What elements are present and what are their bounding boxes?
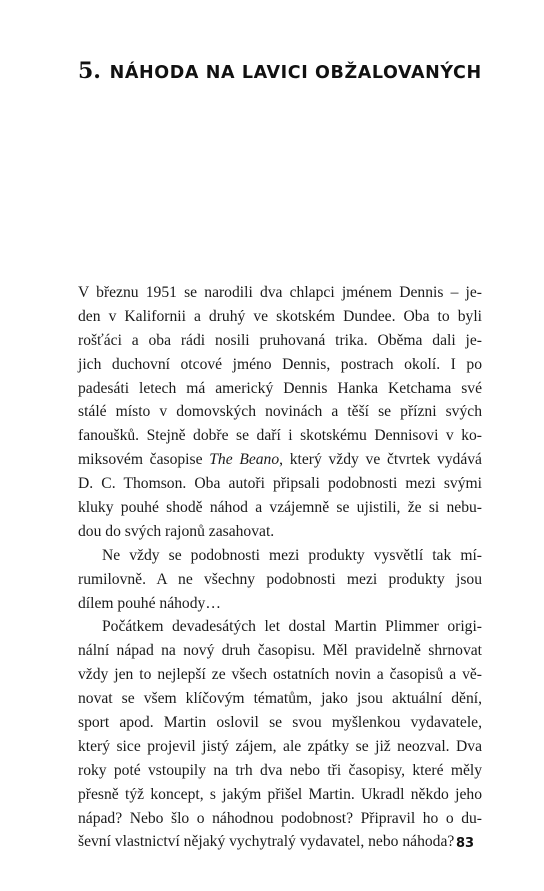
text-line: rošťáci a oba rádi nosili pruhovaná trika. Oběma dali je- bbox=[78, 331, 482, 349]
chapter-title bbox=[78, 58, 498, 84]
text-line: ševní vlastnictví nějaký vychytralý vydavatel, nebo náhoda? bbox=[78, 833, 455, 851]
text-line: den v Kalifornii a druhý ve skotském Dundee. Oba to byli bbox=[78, 307, 482, 325]
paragraph-1 bbox=[78, 281, 482, 544]
text-line: přesně týž koncept, s jakým přišel Martin. Ukradl někdo jeho bbox=[78, 785, 482, 803]
text-run: , který vždy ve čtvrtek vydává bbox=[279, 451, 482, 469]
chapter-number: 5. bbox=[78, 58, 101, 84]
text-line: kluky pouhé shodě náhod a vzájemně se ujistili, že si nebu- bbox=[78, 499, 482, 517]
text-line: V březnu 1951 se narodili dva chlapci jménem Dennis – je- bbox=[78, 284, 482, 301]
text-line-with-italic-title bbox=[78, 448, 482, 472]
text-line: fanoušků. Stejně dobře se daří i skotskému Dennisovi v ko- bbox=[78, 427, 482, 445]
text-line: který sice projevil jistý zájem, ale zpátky se již neozval. Dva bbox=[78, 737, 482, 755]
text-line: sport apod. Martin oslovil se svou myšlenkou vydavatele, bbox=[78, 714, 482, 732]
text-line: novat se všem klíčovým tématům, jako jsou aktuální dění, bbox=[78, 690, 482, 708]
text-line: vždy jen to nejlepší ze všech ostatních novin a časopisů a vě- bbox=[78, 666, 482, 684]
page-number: 83 bbox=[456, 836, 475, 851]
text-line: Ne vždy se podobnosti mezi produkty vysvětlí tak mí- bbox=[102, 546, 482, 564]
text-line: rumilovně. A ne všechny podobnosti mezi produkty jsou bbox=[78, 570, 482, 588]
text-line: dou do svých rajonů zasahovat. bbox=[78, 522, 275, 540]
magazine-title: The Beano bbox=[209, 451, 280, 469]
text-line: nápad? Nebo šlo o náhodnou podobnost? Připravil ho o du- bbox=[78, 809, 482, 827]
text-line: stálé místo v domovských novinách a těší se přízni svých bbox=[78, 403, 482, 421]
text-line: Počátkem devadesátých let dostal Martin Plimmer origi- bbox=[102, 618, 482, 636]
text-line: jich duchovní otcové jméno Dennis, postrach okolí. I po bbox=[78, 355, 482, 373]
text-line: roky poté vstoupily na trh dva nebo tři časopisy, které měly bbox=[78, 761, 482, 779]
paragraph-2 bbox=[78, 544, 482, 616]
text-line: D. C. Thomson. Oba autoři připsali podobnosti mezi svými bbox=[78, 475, 482, 493]
text-line: padesáti letech má americký Dennis Hanka Ketchama své bbox=[78, 379, 482, 397]
paragraph-3 bbox=[78, 615, 482, 854]
text-run: miksovém časopise bbox=[78, 451, 210, 469]
chapter-title-text: NÁHODA NA LAVICI OBŽALOVANÝCH bbox=[109, 63, 482, 83]
body-text bbox=[78, 281, 482, 854]
text-line: dílem pouhé náhody… bbox=[78, 594, 221, 612]
text-line: nální nápad na nový druh časopisu. Měl pravidelně shrnovat bbox=[78, 642, 482, 660]
